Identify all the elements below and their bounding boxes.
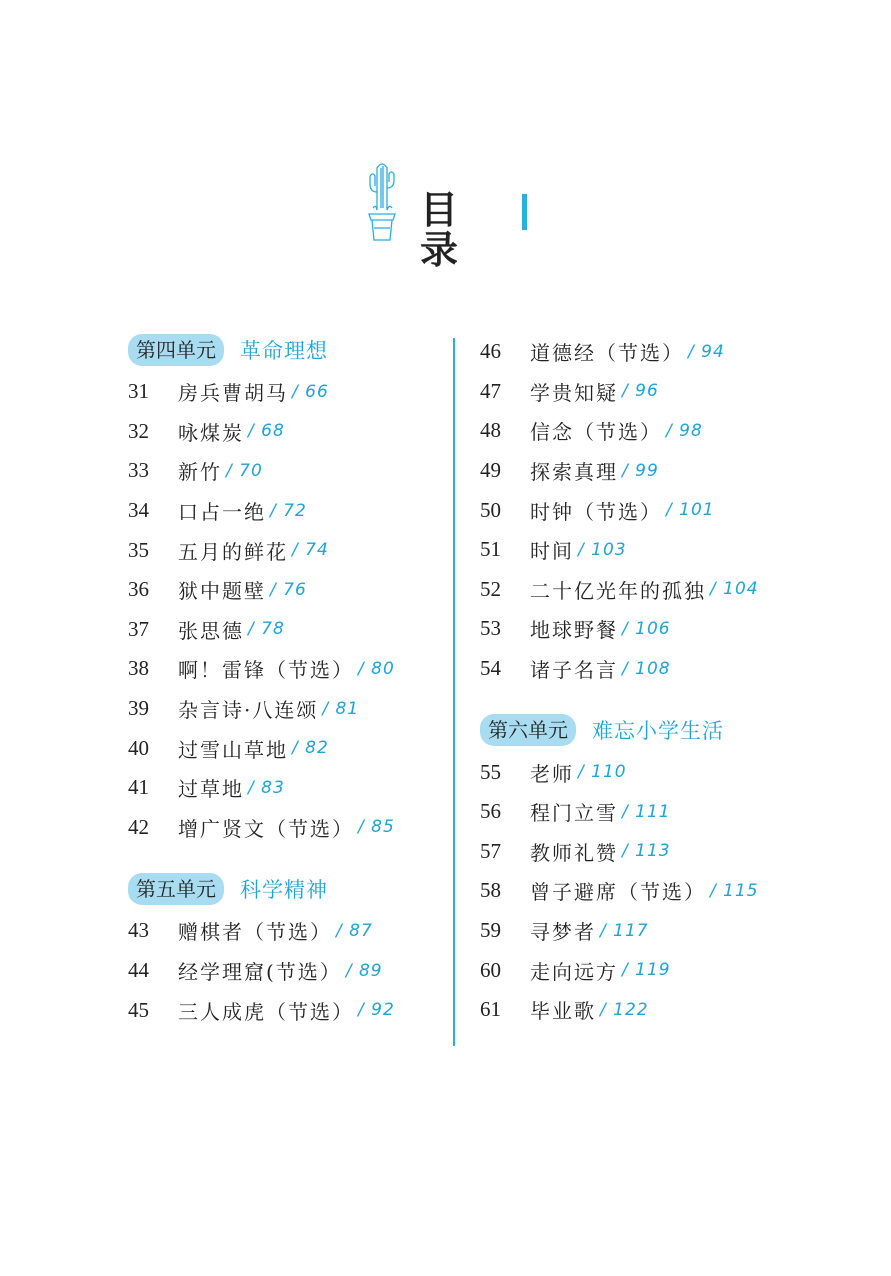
entry-title: 狱中题壁 bbox=[178, 579, 266, 604]
entry-number: 48 bbox=[480, 418, 501, 443]
toc-entry[interactable] bbox=[128, 990, 508, 1030]
toc-entry[interactable] bbox=[480, 832, 860, 872]
entry-title: 学贵知疑 bbox=[530, 380, 618, 405]
toc-entry[interactable] bbox=[480, 990, 860, 1030]
entry-page: / 80 bbox=[358, 658, 395, 679]
entry-number: 35 bbox=[128, 537, 149, 562]
entry-number: 42 bbox=[128, 814, 149, 839]
page-title: 目 录 bbox=[420, 187, 473, 272]
entry-page: / 99 bbox=[622, 460, 659, 481]
toc-entry[interactable] bbox=[128, 530, 508, 570]
toc-entry[interactable] bbox=[480, 332, 860, 372]
toc-entry[interactable] bbox=[480, 530, 860, 570]
entry-page: / 104 bbox=[710, 579, 759, 600]
entry-number: 37 bbox=[128, 616, 149, 641]
entry-number: 34 bbox=[128, 498, 149, 523]
toc-entry[interactable] bbox=[480, 372, 860, 412]
entry-page: / 92 bbox=[358, 1000, 395, 1021]
entry-page: / 66 bbox=[292, 381, 329, 402]
entry-number: 59 bbox=[480, 918, 501, 943]
entry-page: / 76 bbox=[270, 579, 307, 600]
entry-title: 啊！雷锋（节选） bbox=[178, 658, 354, 683]
entry-number: 46 bbox=[480, 339, 501, 364]
entry-title: 寻梦者 bbox=[530, 920, 596, 945]
entry-number: 43 bbox=[128, 918, 149, 943]
entry-title: 过雪山草地 bbox=[178, 737, 288, 762]
entry-number: 56 bbox=[480, 799, 501, 824]
toc-entry[interactable] bbox=[128, 649, 508, 689]
cactus-icon bbox=[362, 158, 402, 242]
entry-page: / 101 bbox=[666, 500, 715, 521]
entry-title: 走向远方 bbox=[530, 959, 618, 984]
entry-page: / 89 bbox=[345, 960, 383, 981]
left-column bbox=[128, 332, 508, 1030]
entry-page: / 74 bbox=[292, 540, 329, 561]
entry-page: / 98 bbox=[666, 420, 703, 441]
entry-title: 程门立雪 bbox=[530, 801, 618, 826]
toc-entry[interactable] bbox=[480, 451, 860, 491]
unit-title: 难忘小学生活 bbox=[592, 719, 724, 744]
entry-number: 41 bbox=[128, 775, 149, 800]
entry-page: / 72 bbox=[270, 500, 307, 521]
entry-page: / 78 bbox=[248, 619, 285, 640]
toc-entry[interactable] bbox=[480, 950, 860, 990]
entry-number: 47 bbox=[480, 378, 501, 403]
toc-entry[interactable] bbox=[480, 411, 860, 451]
entry-title: 增广贤文（节选） bbox=[178, 816, 354, 841]
entry-title: 房兵曹胡马 bbox=[178, 381, 288, 406]
toc-entry[interactable] bbox=[480, 649, 860, 689]
unit-badge: 第四单元 bbox=[128, 334, 224, 366]
entry-page: / 94 bbox=[688, 341, 725, 362]
entry-title: 时间 bbox=[530, 539, 574, 564]
entry-number: 50 bbox=[480, 497, 501, 522]
toc-entry[interactable] bbox=[128, 689, 508, 729]
entry-number: 61 bbox=[480, 997, 501, 1022]
entry-title: 时钟（节选） bbox=[530, 499, 662, 524]
entry-title: 口占一绝 bbox=[178, 500, 266, 525]
entry-page: / 108 bbox=[622, 658, 671, 679]
toc-entry[interactable] bbox=[480, 752, 860, 792]
entry-page: / 83 bbox=[248, 777, 285, 798]
entry-number: 51 bbox=[480, 537, 501, 562]
toc-entry[interactable] bbox=[480, 570, 860, 610]
entry-page: / 96 bbox=[622, 381, 659, 402]
toc-entry[interactable] bbox=[480, 490, 860, 530]
entry-number: 60 bbox=[480, 957, 501, 982]
entry-title: 道德经（节选） bbox=[530, 341, 684, 366]
entry-page: / 68 bbox=[248, 421, 285, 442]
entry-number: 36 bbox=[128, 577, 149, 602]
entry-title: 三人成虎（节选） bbox=[178, 999, 354, 1024]
entry-page: / 117 bbox=[600, 920, 649, 941]
toc-header bbox=[362, 158, 542, 272]
unit-header bbox=[128, 871, 508, 907]
entry-number: 44 bbox=[128, 958, 149, 983]
entry-title: 地球野餐 bbox=[530, 618, 618, 643]
unit-header bbox=[480, 712, 860, 748]
entry-page: / 70 bbox=[226, 460, 263, 481]
unit-title: 科学精神 bbox=[240, 878, 328, 903]
entry-page: / 119 bbox=[622, 960, 671, 981]
right-column bbox=[480, 332, 860, 1030]
entry-number: 49 bbox=[480, 458, 501, 483]
toc-entry[interactable] bbox=[128, 911, 508, 951]
entry-page: / 115 bbox=[710, 880, 759, 901]
unit-header bbox=[128, 332, 508, 368]
entry-title: 咏煤炭 bbox=[178, 420, 244, 445]
toc-entry[interactable] bbox=[128, 491, 508, 531]
entry-number: 45 bbox=[128, 997, 149, 1022]
entry-title: 杂言诗·八连颂 bbox=[178, 698, 319, 723]
entry-page: / 111 bbox=[622, 801, 671, 822]
entry-page: / 122 bbox=[600, 999, 649, 1020]
entry-title: 五月的鲜花 bbox=[178, 539, 288, 564]
entry-number: 57 bbox=[480, 838, 501, 863]
entry-number: 38 bbox=[128, 656, 149, 681]
toc-entry[interactable] bbox=[128, 570, 508, 610]
entry-title: 信念（节选） bbox=[530, 420, 662, 445]
entry-title: 赠棋者（节选） bbox=[178, 920, 332, 945]
toc-entry[interactable] bbox=[128, 768, 508, 808]
entry-page: / 103 bbox=[578, 539, 627, 560]
toc-entry[interactable] bbox=[480, 792, 860, 832]
entry-page: / 85 bbox=[358, 817, 395, 838]
toc-entry[interactable] bbox=[128, 610, 508, 650]
entry-number: 58 bbox=[480, 878, 501, 903]
toc-entry[interactable] bbox=[480, 911, 860, 951]
entry-title: 曾子避席（节选） bbox=[530, 880, 706, 905]
entry-title: 张思德 bbox=[178, 618, 244, 643]
toc-entry[interactable] bbox=[128, 728, 508, 768]
toc-entry[interactable] bbox=[128, 808, 508, 848]
entry-page: / 113 bbox=[622, 841, 671, 862]
entry-title: 诸子名言 bbox=[530, 658, 618, 683]
entry-number: 32 bbox=[128, 418, 149, 443]
unit-title: 革命理想 bbox=[240, 339, 328, 363]
title-accent-bar bbox=[522, 194, 527, 230]
toc-entry[interactable] bbox=[480, 871, 860, 911]
entry-page: / 81 bbox=[322, 698, 360, 719]
entry-number: 33 bbox=[128, 458, 149, 483]
toc-entry[interactable] bbox=[128, 412, 508, 452]
entry-title: 二十亿光年的孤独 bbox=[530, 578, 706, 603]
entry-number: 54 bbox=[480, 656, 501, 681]
entry-title: 老师 bbox=[530, 761, 574, 786]
entry-title: 经学理窟(节选） bbox=[178, 960, 342, 985]
entry-page: / 110 bbox=[578, 762, 627, 783]
entry-number: 53 bbox=[480, 616, 501, 641]
entry-page: / 87 bbox=[336, 920, 373, 941]
entry-number: 55 bbox=[480, 759, 501, 784]
entry-number: 39 bbox=[128, 696, 149, 721]
unit-badge: 第五单元 bbox=[128, 873, 224, 905]
entry-number: 31 bbox=[128, 379, 149, 404]
entry-title: 过草地 bbox=[178, 777, 244, 802]
section-gap bbox=[480, 688, 860, 712]
toc-entry[interactable] bbox=[480, 609, 860, 649]
section-gap bbox=[128, 847, 508, 871]
entry-title: 探索真理 bbox=[530, 460, 618, 485]
toc-entry[interactable] bbox=[128, 451, 508, 491]
unit-badge: 第六单元 bbox=[480, 714, 576, 746]
entry-number: 52 bbox=[480, 576, 501, 601]
entry-page: / 106 bbox=[622, 618, 671, 639]
entry-page: / 82 bbox=[292, 738, 329, 759]
entry-title: 新竹 bbox=[178, 460, 222, 485]
toc-entry[interactable] bbox=[128, 951, 508, 991]
entry-title: 教师礼赞 bbox=[530, 840, 618, 865]
entry-title: 毕业歌 bbox=[530, 999, 596, 1024]
entry-number: 40 bbox=[128, 735, 149, 760]
toc-entry[interactable] bbox=[128, 372, 508, 412]
